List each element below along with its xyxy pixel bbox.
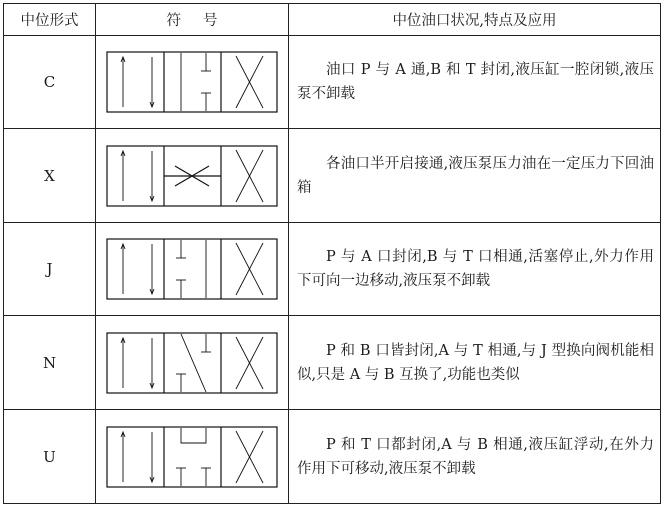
header-desc: 中位油口状况,特点及应用 xyxy=(289,4,661,36)
row-form-cell: N xyxy=(4,316,96,410)
c-type-valve-symbol-icon xyxy=(106,51,278,113)
table-row xyxy=(4,410,661,504)
row-form-cell: C xyxy=(4,36,96,129)
table-header-row xyxy=(4,4,661,36)
row-symbol-cell xyxy=(96,223,289,316)
row-form-cell: U xyxy=(4,410,96,504)
j-type-valve-symbol-icon xyxy=(106,238,278,300)
row-desc-cell: 油口 P 与 A 通,B 和 T 封闭,液压缸一腔闭锁,液压泵不卸载 xyxy=(289,36,661,129)
row-form-cell: J xyxy=(4,223,96,316)
row-desc-cell: P 和 T 口都封闭,A 与 B 相通,液压缸浮动,在外力作用下可移动,液压泵不卸载 xyxy=(289,410,661,504)
table-row xyxy=(4,36,661,129)
header-form: 中位形式 xyxy=(4,4,96,36)
valve-function-table xyxy=(3,3,661,504)
u-type-valve-symbol-icon xyxy=(106,426,278,488)
header-symbol: 符号 xyxy=(96,4,289,36)
table-row xyxy=(4,223,661,316)
row-desc-cell: P 与 A 口封闭,B 与 T 口相通,活塞停止,外力作用下可向一边移动,液压泵不卸载 xyxy=(289,223,661,316)
table-row xyxy=(4,129,661,223)
row-symbol-cell xyxy=(96,129,289,223)
row-desc-cell: P 和 B 口皆封闭,A 与 T 相通,与 J 型换向阀机能相似,只是 A 与 B 互换了,功能也类似 xyxy=(289,316,661,410)
x-type-valve-symbol-icon xyxy=(106,145,278,207)
row-form-cell: X xyxy=(4,129,96,223)
row-symbol-cell xyxy=(96,410,289,504)
n-type-valve-symbol-icon xyxy=(106,332,278,394)
table-row xyxy=(4,316,661,410)
row-desc-cell: 各油口半开启接通,液压泵压力油在一定压力下回油箱 xyxy=(289,129,661,223)
row-symbol-cell xyxy=(96,36,289,129)
row-symbol-cell xyxy=(96,316,289,410)
